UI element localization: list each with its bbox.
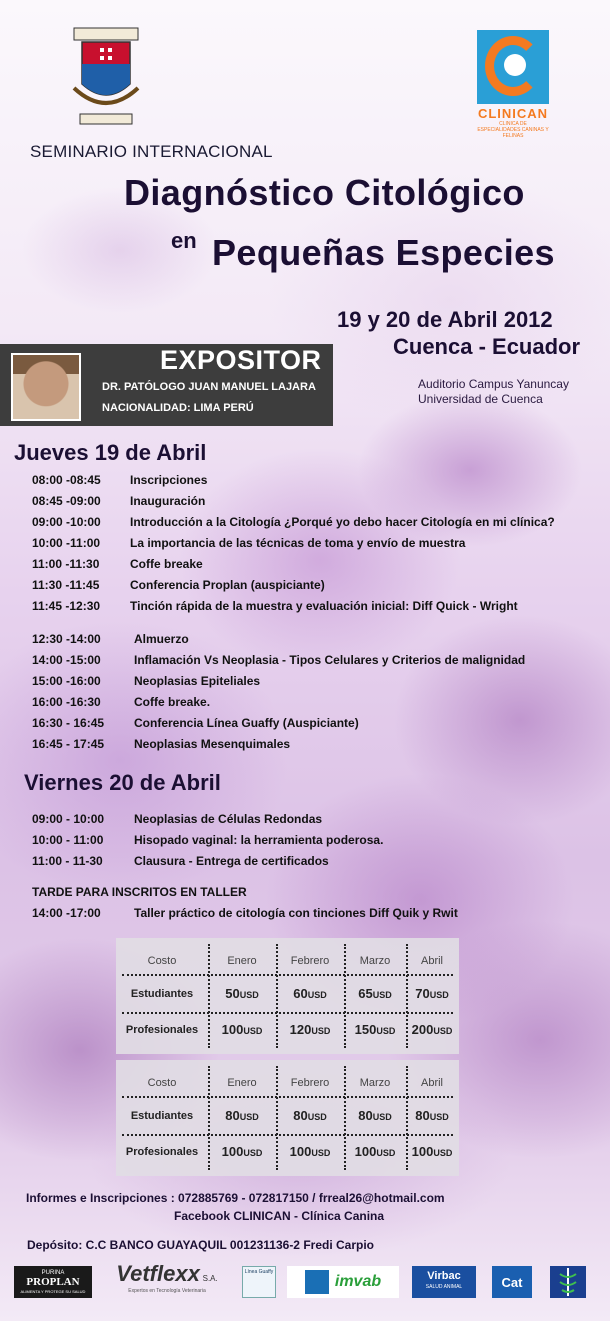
title-en: en xyxy=(171,228,197,253)
pricing-cell xyxy=(276,1022,344,1037)
price-currency: USD xyxy=(376,1148,396,1158)
virbac-sub: SALUD ANIMAL xyxy=(425,1284,463,1290)
vetflex-name: Vetflexx xyxy=(116,1260,200,1286)
imvab-name: imvab xyxy=(334,1273,382,1290)
price-value: 80 xyxy=(415,1108,430,1123)
price-currency: USD xyxy=(372,990,392,1000)
schedule-time: 12:30 -14:00 xyxy=(32,632,101,646)
schedule-row xyxy=(32,812,590,826)
pricing-header-cell: Marzo xyxy=(359,1077,391,1089)
schedule-desc: Inscripciones xyxy=(130,473,208,487)
pricing-cell xyxy=(398,986,466,1001)
schedule-time: 15:00 -16:00 xyxy=(32,674,101,688)
pricing-row-label: Profesionales xyxy=(125,1024,199,1036)
speaker-photo xyxy=(11,353,81,421)
vetflex-name-row xyxy=(116,1260,218,1286)
proplan-name: PROPLAN xyxy=(26,1275,80,1288)
schedule-desc: La importancia de las técnicas de toma y envío de muestra xyxy=(130,536,466,550)
schedule-row xyxy=(32,716,590,730)
price-value: 100 xyxy=(411,1144,434,1159)
seminar-label: SEMINARIO INTERNACIONAL xyxy=(30,142,273,161)
event-city: Cuenca - Ecuador xyxy=(393,334,581,359)
speaker-name: DR. PATÓLOGO JUAN MANUEL LAJARA xyxy=(102,381,316,393)
cat-name: Cat xyxy=(501,1274,523,1290)
clinic-subtitle: CLINICA DE ESPECIALIDADES CANINAS Y FELINAS xyxy=(477,121,549,139)
proplan-sub: ALIMENTA Y PROTEGE SU SALUD xyxy=(20,1288,86,1294)
vetflex-sub: Expertos en Tecnología Veterinaria xyxy=(128,1287,206,1294)
schedule-row xyxy=(32,653,590,667)
price-currency: USD xyxy=(307,1112,327,1122)
vetflex-suffix: S.A. xyxy=(202,1273,218,1283)
schedule-desc: Hisopado vaginal: la herramienta poderosa. xyxy=(134,833,384,847)
taller-heading: TARDE PARA INSCRITOS EN TALLER xyxy=(32,885,247,899)
university-crest-icon xyxy=(70,22,142,130)
schedule-row xyxy=(32,473,590,487)
price-value: 80 xyxy=(358,1108,373,1123)
schedule-time: 10:00 -11:00 xyxy=(32,536,101,550)
pricing-cell xyxy=(276,1144,344,1159)
table-divider xyxy=(276,1066,278,1170)
table-divider xyxy=(344,1066,346,1170)
schedule-desc: Inflamación Vs Neoplasia - Tipos Celulares y Criterios de malignidad xyxy=(134,653,526,667)
schedule-row xyxy=(32,833,590,847)
table-divider xyxy=(122,1134,453,1136)
schedule-time: 09:00 -10:00 xyxy=(32,515,101,529)
pricing-row-label: Profesionales xyxy=(125,1146,199,1158)
schedule-time: 11:45 -12:30 xyxy=(32,599,101,613)
schedule-row xyxy=(32,632,590,646)
proplan-logo xyxy=(14,1266,92,1298)
proplan-top: PURINA xyxy=(41,1269,65,1276)
pricing-cell xyxy=(398,1144,466,1159)
price-currency: USD xyxy=(372,1112,392,1122)
pricing-cell xyxy=(398,1108,466,1123)
pricing-header-cell: Costo xyxy=(147,1077,177,1089)
pricing-cell xyxy=(276,986,344,1001)
schedule-time: 09:00 - 10:00 xyxy=(32,812,105,826)
schedule-desc: Inauguración xyxy=(130,494,206,508)
pricing-cell xyxy=(208,986,276,1001)
price-currency: USD xyxy=(433,1148,453,1158)
facebook-info: Facebook CLINICAN - Clínica Canina xyxy=(174,1209,385,1223)
pricing-header-cell: Marzo xyxy=(359,955,391,967)
schedule-desc: Introducción a la Citología ¿Porqué yo debo hacer Citología en mi clínica? xyxy=(130,515,555,529)
venue-line-1: Auditorio Campus Yanuncay xyxy=(418,377,569,391)
guaffy-logo xyxy=(242,1266,276,1298)
pricing-header-cell: Febrero xyxy=(290,955,330,967)
pricing-header-cell: Abril xyxy=(420,955,443,967)
caduceus-icon xyxy=(550,1266,586,1298)
table-divider xyxy=(344,944,346,1048)
price-currency: USD xyxy=(243,1148,263,1158)
pricing-header-cell: Febrero xyxy=(290,1077,330,1089)
schedule-time: 14:00 -15:00 xyxy=(32,653,101,667)
title-line-1: Diagnóstico Citológico xyxy=(124,172,525,213)
price-currency: USD xyxy=(376,1026,396,1036)
table-divider xyxy=(276,944,278,1048)
pricing-row-label: Estudiantes xyxy=(130,1110,194,1122)
table-divider xyxy=(122,1096,453,1098)
schedule-row xyxy=(32,515,590,529)
university-logo xyxy=(70,22,142,130)
guaffy-name: Línea Guaffy xyxy=(244,1269,274,1275)
pricing-cell xyxy=(208,1108,276,1123)
paw-icon xyxy=(504,54,526,76)
imvab-icon xyxy=(305,1270,329,1294)
price-currency: USD xyxy=(429,1112,449,1122)
schedule-row xyxy=(32,536,590,550)
venue-line-2: Universidad de Cuenca xyxy=(418,392,543,406)
pricing-cell xyxy=(276,1108,344,1123)
price-value: 120 xyxy=(289,1022,312,1037)
expositor-heading: EXPOSITOR xyxy=(160,345,322,375)
price-value: 100 xyxy=(221,1144,244,1159)
day1-heading: Jueves 19 de Abril xyxy=(14,440,207,465)
table-divider xyxy=(406,944,408,1048)
schedule-desc: Conferencia Línea Guaffy (Auspiciante) xyxy=(134,716,359,730)
price-value: 100 xyxy=(221,1022,244,1037)
schedule-desc: Almuerzo xyxy=(134,632,189,646)
schedule-desc: Coffe breake xyxy=(130,557,203,571)
venue xyxy=(418,377,569,407)
schedule-time: 16:45 - 17:45 xyxy=(32,737,105,751)
pricing-header-cell: Costo xyxy=(147,955,177,967)
schedule-time: 11:30 -11:45 xyxy=(32,578,100,592)
price-value: 65 xyxy=(358,986,373,1001)
schedule-row xyxy=(32,599,590,613)
pricing-cell xyxy=(398,1022,466,1037)
clinic-name: CLINICAN xyxy=(477,106,549,121)
virbac-logo xyxy=(412,1266,476,1298)
contact-info: Informes e Inscripciones : 072885769 - 072817150 / frreal26@hotmail.com xyxy=(26,1191,445,1205)
schedule-desc: Neoplasias Mesenquimales xyxy=(134,737,291,751)
price-value: 200 xyxy=(411,1022,434,1037)
price-value: 100 xyxy=(289,1144,312,1159)
price-value: 80 xyxy=(293,1108,308,1123)
schedule-row xyxy=(32,578,590,592)
schedule-desc: Tinción rápida de la muestra y evaluación inicial: Diff Quick - Wright xyxy=(130,599,518,613)
price-value: 60 xyxy=(293,986,308,1001)
schedule-time: 08:00 -08:45 xyxy=(32,473,101,487)
taller-desc: Taller práctico de citología con tinciones Diff Quik y Rwit xyxy=(134,906,458,920)
schedule-time: 11:00 - 11-30 xyxy=(32,854,103,868)
day2-heading: Viernes 20 de Abril xyxy=(24,770,221,795)
pricing-cell xyxy=(208,1144,276,1159)
price-currency: USD xyxy=(243,1026,263,1036)
schedule-row xyxy=(32,557,590,571)
price-currency: USD xyxy=(239,990,259,1000)
schedule-row xyxy=(32,695,590,709)
schedule-desc: Conferencia Proplan (auspiciante) xyxy=(130,578,325,592)
clinican-logo xyxy=(477,30,549,139)
schedule-desc: Clausura - Entrega de certificados xyxy=(134,854,329,868)
schedule-time: 16:00 -16:30 xyxy=(32,695,101,709)
price-currency: USD xyxy=(311,1148,331,1158)
price-currency: USD xyxy=(307,990,327,1000)
schedule-time: 11:00 -11:30 xyxy=(32,557,100,571)
schedule-desc: Neoplasias Epiteliales xyxy=(134,674,261,688)
schedule-time: 16:30 - 16:45 xyxy=(32,716,105,730)
taller-time: 14:00 -17:00 xyxy=(32,906,101,920)
caduceus-logo xyxy=(550,1266,586,1298)
table-divider xyxy=(122,1012,453,1014)
vetflex-logo xyxy=(101,1260,233,1298)
imvab-logo xyxy=(287,1266,399,1298)
pricing-table-late xyxy=(116,1060,459,1176)
schedule-desc: Neoplasias de Células Redondas xyxy=(134,812,323,826)
schedule-time: 10:00 - 11:00 xyxy=(32,833,104,847)
pricing-header-cell: Abril xyxy=(420,1077,443,1089)
table-divider xyxy=(122,974,453,976)
price-currency: USD xyxy=(433,1026,453,1036)
table-divider xyxy=(208,1066,210,1170)
price-value: 80 xyxy=(225,1108,240,1123)
price-currency: USD xyxy=(429,990,449,1000)
pricing-row-label: Estudiantes xyxy=(130,988,194,1000)
pricing-table-early xyxy=(116,938,459,1054)
pricing-cell xyxy=(208,1022,276,1037)
speaker-nationality: NACIONALIDAD: LIMA PERÚ xyxy=(102,402,254,414)
schedule-row xyxy=(32,494,590,508)
price-value: 70 xyxy=(415,986,430,1001)
event-dates: 19 y 20 de Abril 2012 xyxy=(337,307,553,332)
table-divider xyxy=(208,944,210,1048)
pricing-header-cell: Enero xyxy=(227,955,257,967)
price-currency: USD xyxy=(311,1026,331,1036)
deposit-info: Depósito: C.C BANCO GUAYAQUIL 001231136-2 Fredi Carpio xyxy=(27,1238,374,1252)
pricing-header-cell: Enero xyxy=(227,1077,257,1089)
schedule-row xyxy=(32,854,590,868)
schedule-time: 08:45 -09:00 xyxy=(32,494,101,508)
schedule-desc: Coffe breake. xyxy=(134,695,211,709)
price-value: 150 xyxy=(354,1022,377,1037)
price-value: 100 xyxy=(354,1144,377,1159)
schedule-row xyxy=(32,737,590,751)
title-line-2: Pequeñas Especies xyxy=(212,232,555,273)
taller-row xyxy=(32,906,592,920)
price-value: 50 xyxy=(225,986,240,1001)
virbac-name: Virbac xyxy=(427,1270,461,1282)
schedule-row xyxy=(32,674,590,688)
cat-logo xyxy=(492,1266,532,1298)
table-divider xyxy=(406,1066,408,1170)
price-currency: USD xyxy=(239,1112,259,1122)
